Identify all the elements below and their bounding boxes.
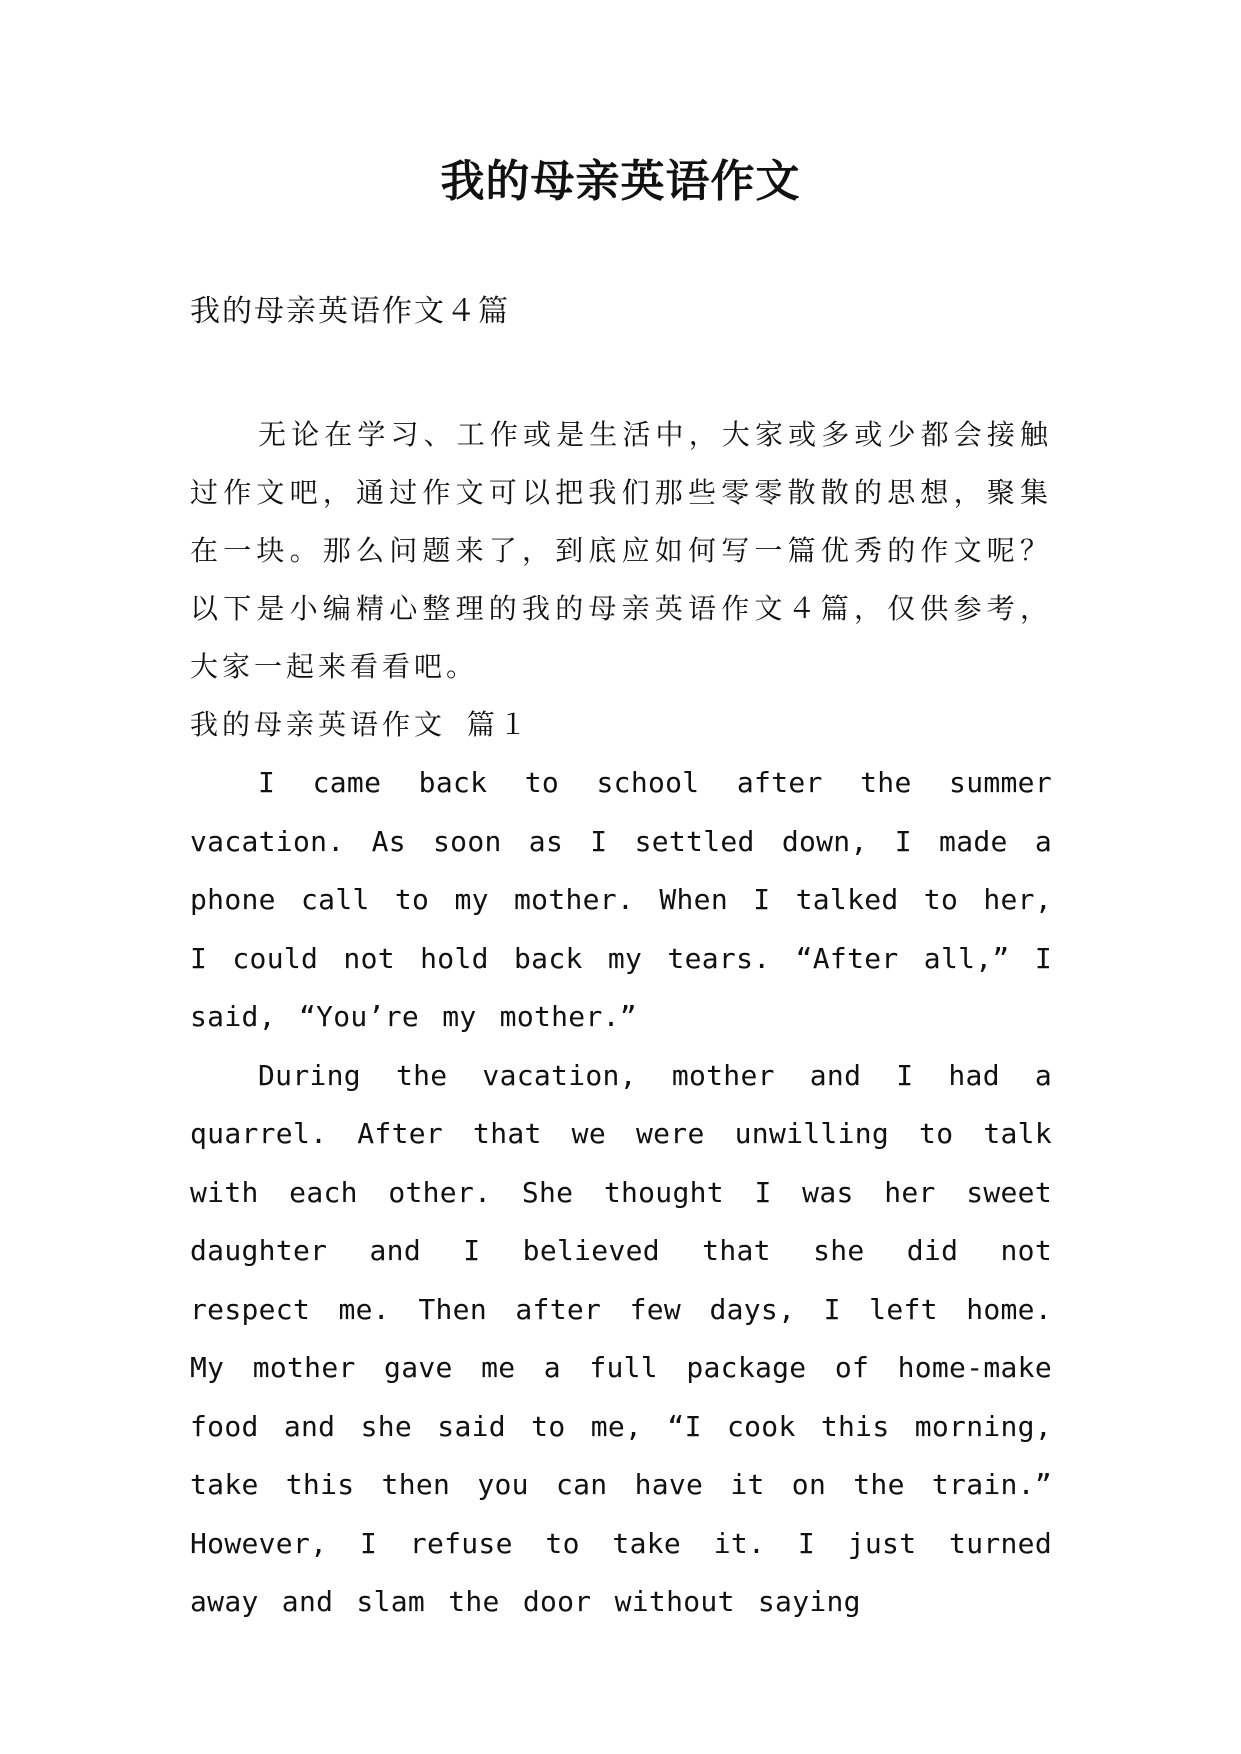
intro-paragraph: 无论在学习、工作或是生活中，大家或多或少都会接触过作文吧，通过作文可以把我们那些零零散散的思想，聚集在一块。那么问题来了，到底应如何写一篇优秀的作文呢？以下是小编精心整理的我的母亲英语作文４篇，仅供参考，大家一起来看看吧。	[190, 418, 1052, 683]
document-subtitle: 我的母亲英语作文４篇	[190, 294, 510, 329]
document-body	[190, 406, 1052, 1632]
essay-paragraph-2: During the vacation, mother and I had a quarrel. After that we were unwilling to talk with each other. She thought I was her sweet daughter and I believed that she did not respect me. Then after few days, I left home. My mother gave me a full package of home-make food and she said to me, “I cook this morning, take this then you can have it on the train.” However, I refuse to take it. I just turned away and slam the door without saying	[190, 1058, 1052, 1618]
document-title: 我的母亲英语作文	[440, 156, 801, 207]
essay-paragraph-1: I came back to school after the summer vacation. As soon as I settled down, I made a phone call to my mother. When I talked to her, I could not hold back my tears. “After all,” I said, “You’re my mother.”	[190, 766, 1052, 1033]
section-heading: 我的母亲英语作文 篇１	[190, 708, 531, 741]
